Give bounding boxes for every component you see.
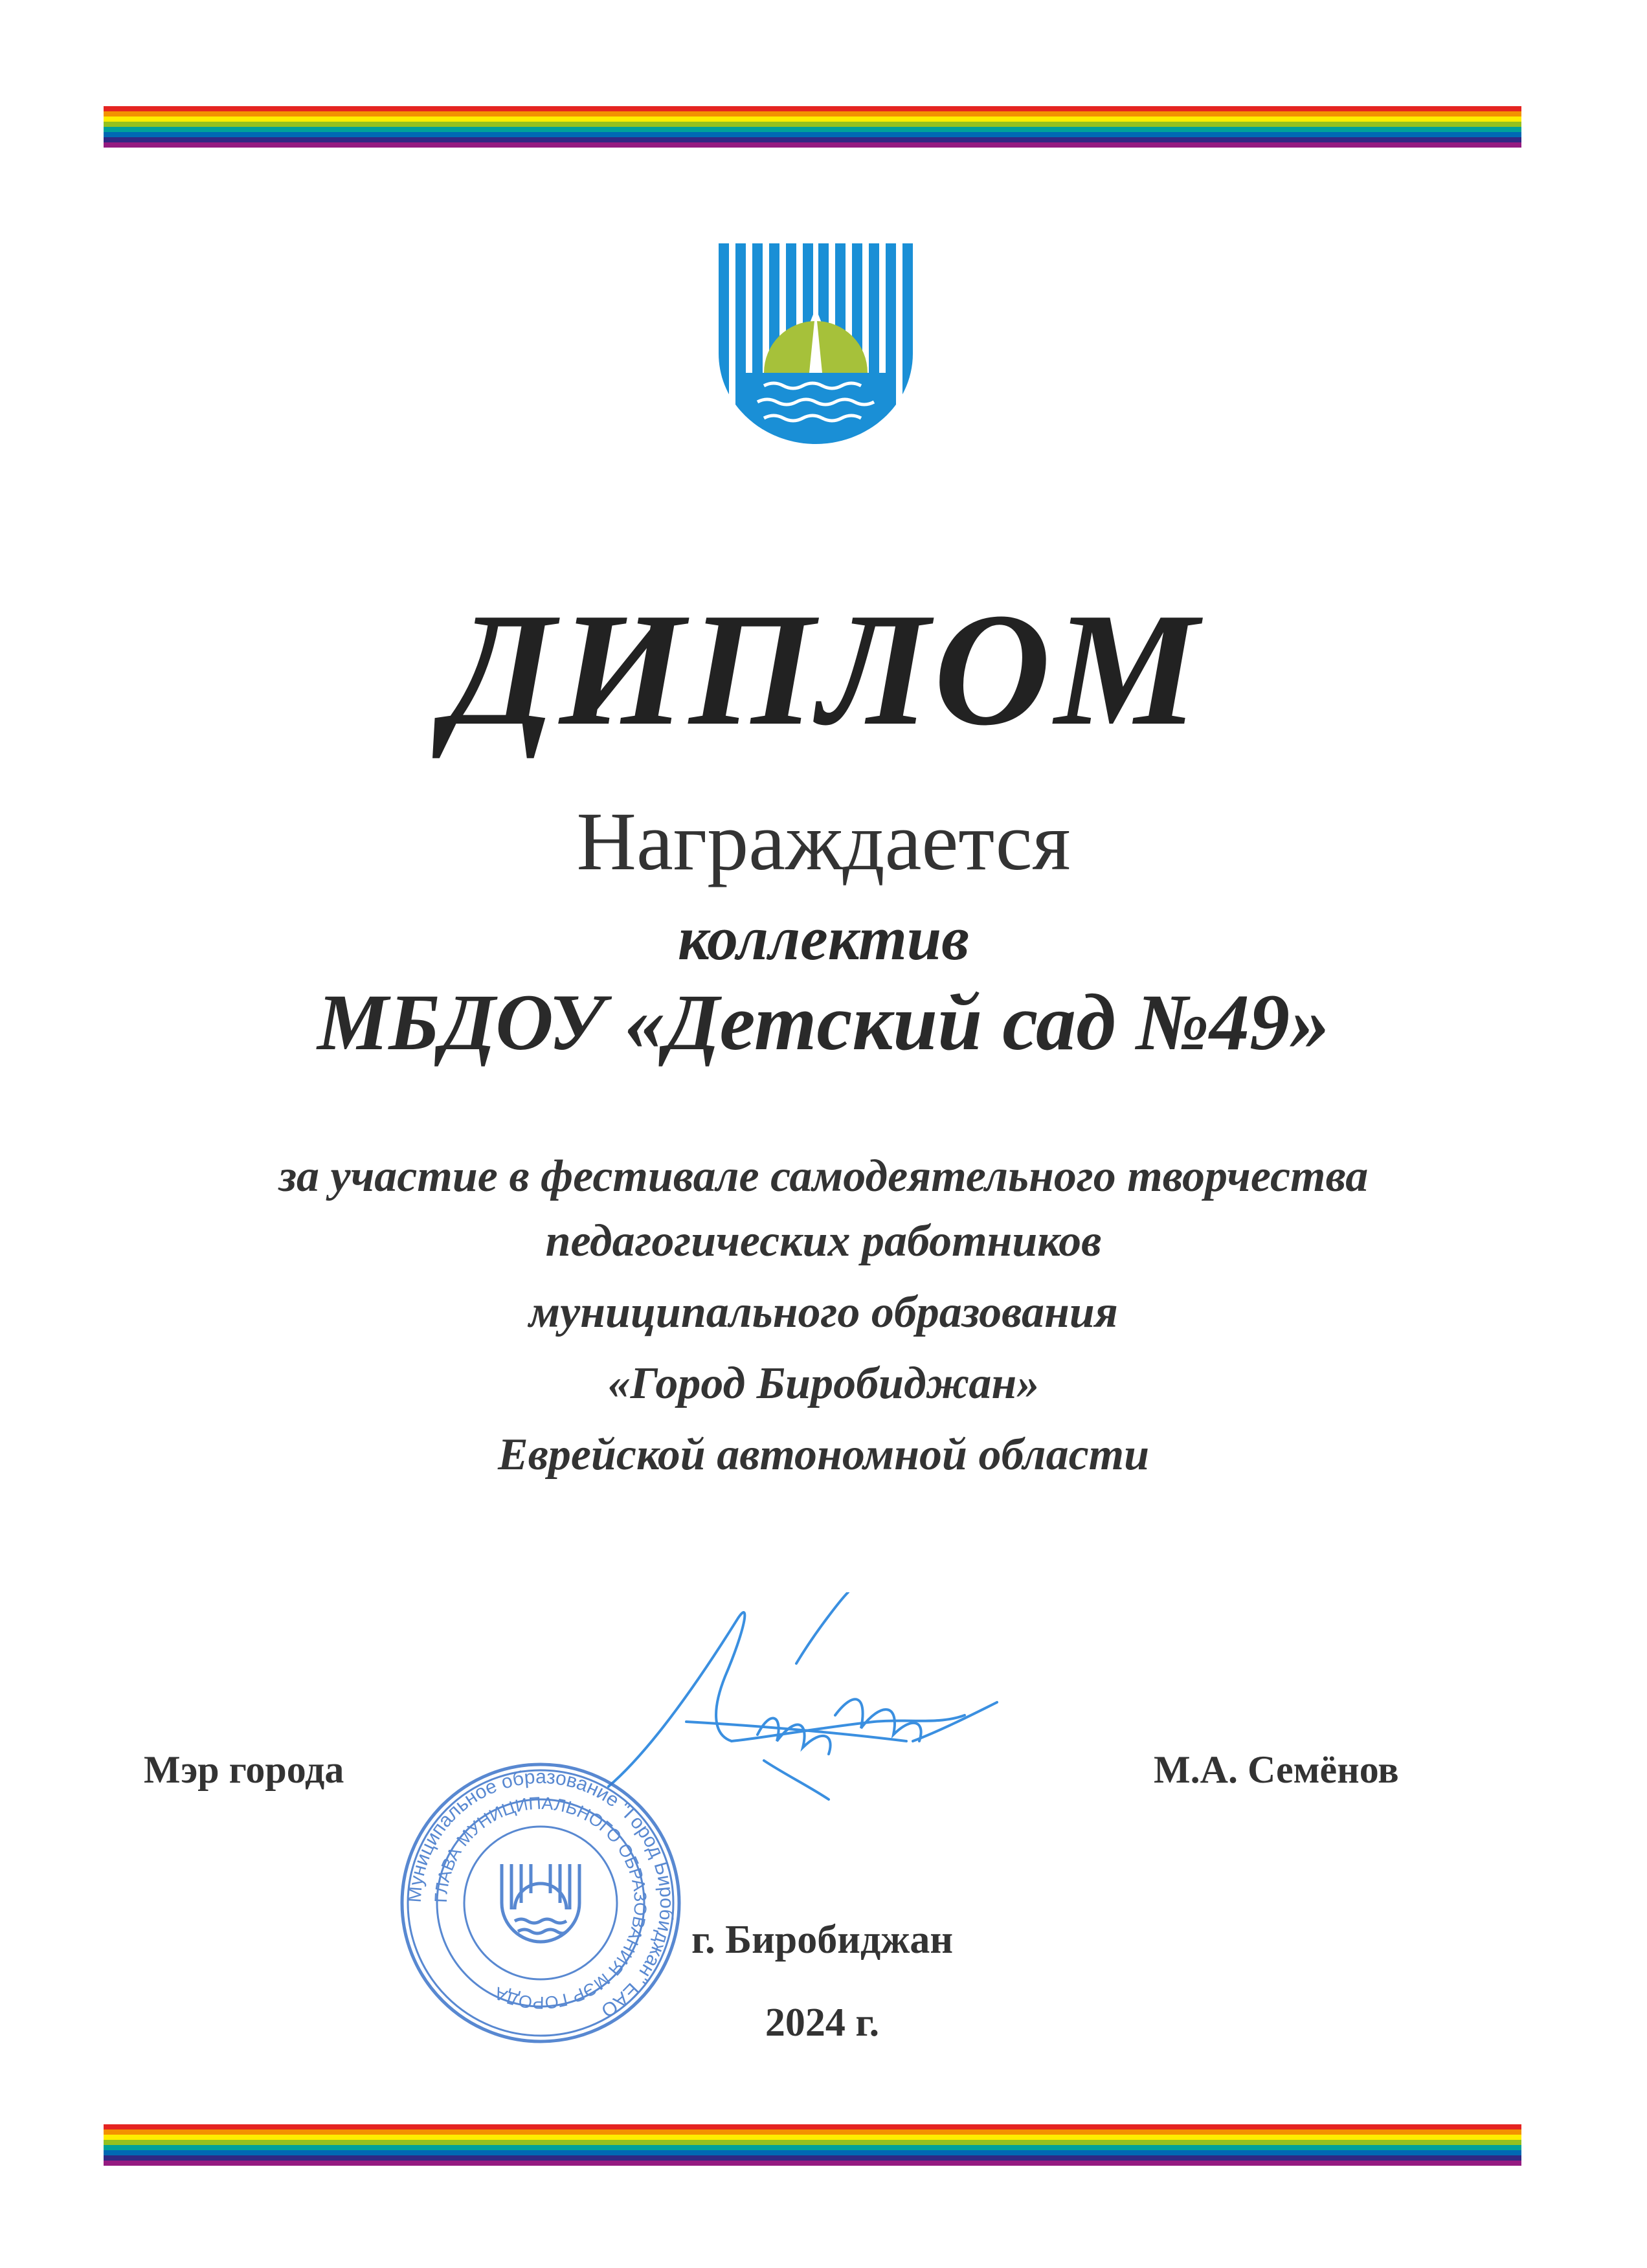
stamp-outer-text: Муниципальное образование "Город Биробиджан" ЕАО (403, 1766, 678, 2022)
stamp-inner-text: ГЛАВА МУНИЦИПАЛЬНОГО ОБРАЗОВАНИЯ МЭР ГОРОДА (431, 1793, 651, 2013)
recipient-name: МБДОУ «Детский сад №49» (317, 978, 1330, 1067)
awarded-heading: Награждается (576, 795, 1071, 887)
official-seal-icon (398, 1761, 683, 2045)
rainbow-border-bottom (104, 2124, 1521, 2166)
signatory-position: Мэр города (144, 1748, 344, 1791)
reason-line: «Город Биробиджан» (607, 1359, 1040, 1408)
reason-line: муниципального образования (529, 1287, 1118, 1337)
diploma-title: ДИПЛОМ (444, 580, 1203, 759)
reason-line: педагогических работников (545, 1216, 1102, 1266)
city-coat-of-arms-icon (719, 243, 913, 444)
reason-line: за участие в фестивале самодеятельного творчества (278, 1151, 1369, 1201)
rainbow-border-top (104, 106, 1521, 148)
reason-line: Еврейской автономной области (497, 1430, 1150, 1480)
issue-year: 2024 г. (765, 2001, 880, 2045)
issue-place: г. Биробиджан (691, 1918, 954, 1962)
signatory-name: М.А. Семёнов (1154, 1748, 1399, 1791)
recipient-type: коллектив (677, 904, 970, 973)
